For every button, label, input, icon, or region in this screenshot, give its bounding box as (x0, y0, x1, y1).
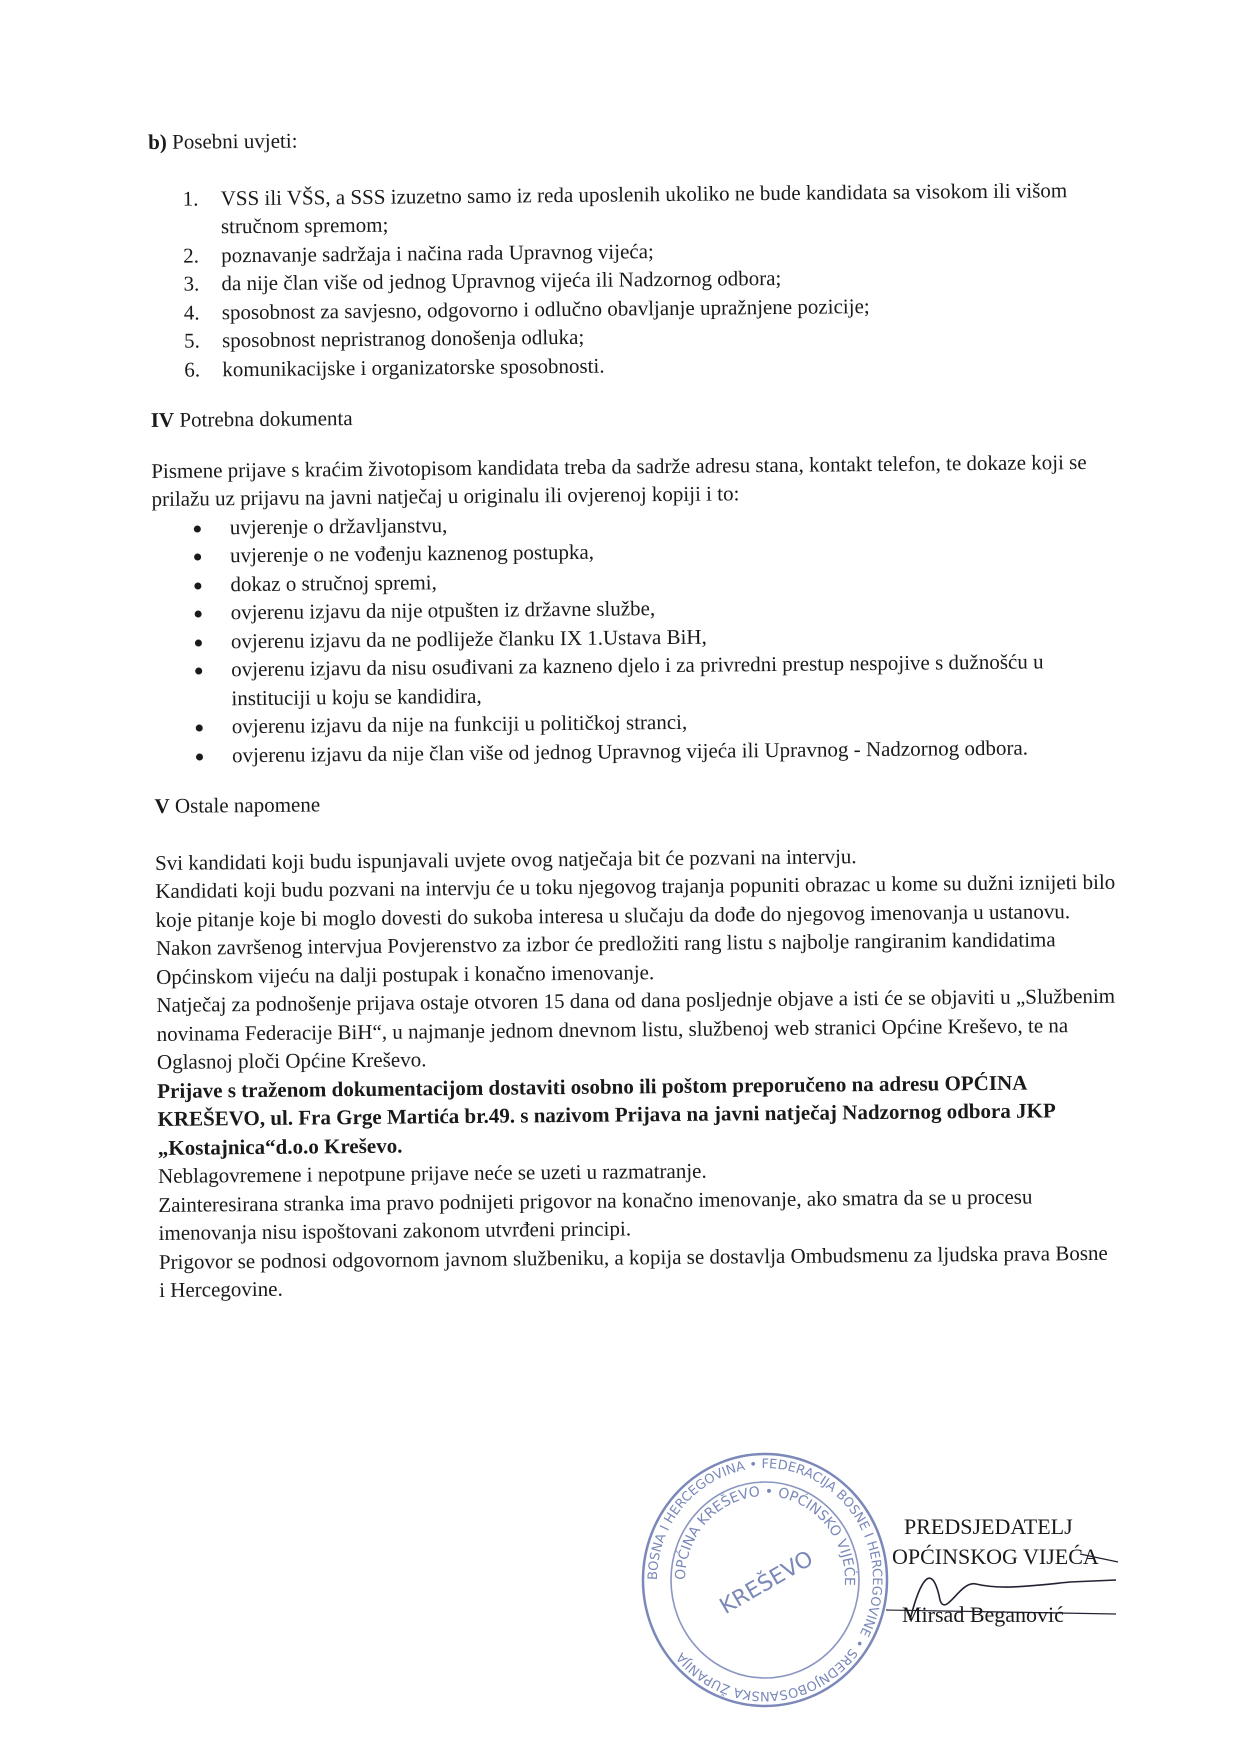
svg-text:OPĆINA KREŠEVO • OPĆINSKO VIJE: OPĆINA KREŠEVO • OPĆINSKO VIJEĆE (672, 1483, 858, 1586)
list-item: 5. sposobnost nepristranog donošenja odluka; (183, 324, 585, 353)
list-item: 6. komunikacijske i organizatorske sposobnosti. (184, 353, 605, 382)
notes-paragraph: Nakon završenog intervjua Povjerenstvo za izbor će predložiti rang listu s najbolje rangiranim kandidatima Općinskom vijeću na dalji postupak i konačno imenovanje. (155, 927, 1056, 989)
list-item: dokaz o stručnoj spremi, (152, 561, 1112, 599)
document-body (148, 119, 1119, 1305)
list-item: ovjerenu izjavu da nisu osuđivani za kazneno djelo i za privredni prestup nespojive s dužnošću u instituciji u koju se kandidira, (153, 647, 1114, 713)
svg-text:KREŠEVO: KREŠEVO (715, 1546, 818, 1620)
list-item: uvjerenje o ne vođenju kaznenog postupka, (152, 533, 1112, 571)
notes-paragraph: Svi kandidati koji budu ispunjavali uvjete ovog natječaja bit će pozvani na intervju. (154, 843, 857, 875)
list-item: ovjerenu izjavu da nije član više od jednog Upravnog vijeća ili Upravnog - Nadzornog odbora. (154, 732, 1114, 770)
notes-paragraph: Natječaj za podnošenje prijava ostaje otvoren 15 dana od dana posljednje objave a isti će se objaviti u „Službenim novinama Federacije BiH“, u najmanje jednom dnevnom listu, službenoj web stranici Općine Kreševo, te na Oglasnoj ploči Općine Kreševo. (156, 983, 1116, 1074)
signature-block (640, 1450, 1160, 1750)
svg-text:BOSNA I HERCEGOVINA • FEDERACI: BOSNA I HERCEGOVINA • FEDERACIJA BOSNE I HERCEGOVINE • SREDNJOBOSANSKA ŽUPANIJA (645, 1456, 885, 1704)
section-heading-documents: IV Potrebna dokumenta (150, 406, 353, 432)
notes-submission-address: Prijave s traženom dokumentacijom dostaviti osobno ili poštom preporučeno na adresu OPĆINA KREŠEVO, ul. Fra Grge Martića br.49. s nazivom Prijava na javni natječaj Nadzornog odbora JKP „Kostajnica“d.o.o Kreševo. (157, 1070, 1055, 1160)
notes-paragraph: Prigovor se podnosi odgovornom javnom službeniku, a kopija se dostavlja Ombudsmenu za ljudska prava Bosne i Hercegovine. (158, 1240, 1108, 1302)
list-item: 1. VSS ili VŠS, a SSS izuzetno samo iz reda uposlenih ukoliko ne bude kandidata sa visokom ili višom stručnom spremom; (182, 177, 1068, 239)
list-item: 3. da nije član više od jednog Upravnog vijeća ili Nadzornog odbora; (183, 265, 782, 296)
section-heading-notes: V Ostale napomene (154, 792, 321, 818)
official-stamp (640, 1450, 890, 1710)
list-item: ovjerenu izjavu da ne podliježe članku IX 1.Ustava BiH, (153, 618, 1113, 656)
special-conditions-list (149, 175, 1111, 384)
documents-list (152, 504, 1114, 770)
list-item: uvjerenje o državljanstvu, (152, 504, 1112, 542)
notes-paragraph: Zainteresirana stranka ima pravo podnijeti prigovor na konačno imenovanje, ako smatra da se u procesu imenovanja nisu ispoštovani zakonom utvrđeni principi. (158, 1184, 1033, 1245)
notes-paragraph: Neblagovremene i nepotpune prijave neće se uzeti u razmatranje. (157, 1158, 707, 1188)
list-item: 4. sposobnost za savjesno, odgovorno i odlučno obavljanje upražnjene pozicije; (183, 293, 870, 325)
list-item: 2. poznavanje sadržaja i načina rada Upravnog vijeća; (183, 238, 654, 268)
documents-intro: Pismene prijave s kraćim životopisom kandidata treba da sadrže adresu stana, kontakt telefon, te dokaze koji se prilažu uz prijavu na javni natječaj u originalu ili ovjerenoj kopiji i to: (151, 449, 1087, 511)
list-item: ovjerenu izjavu da nije na funkciji u političkoj stranci, (154, 704, 1114, 742)
signatory-title: PREDSJEDATELJ OPĆINSKOG VIJEĆA (892, 1514, 1099, 1569)
notes-paragraph: Kandidati koji budu pozvani na intervju će u toku njegovog trajanja popuniti obrazac u kome su dužni iznijeti bilo koje pitanje koje bi moglo dovesti do sukoba interesa u slučaju da dođe do njegovog imenovanja u ustanovu. (155, 869, 1116, 932)
section-heading-special-conditions: b) Posebni uvjeti: (148, 128, 298, 154)
list-item: ovjerenu izjavu da nije otpušten iz državne službe, (153, 590, 1113, 628)
signatory-name: Mirsad Beganović (902, 1602, 1064, 1627)
